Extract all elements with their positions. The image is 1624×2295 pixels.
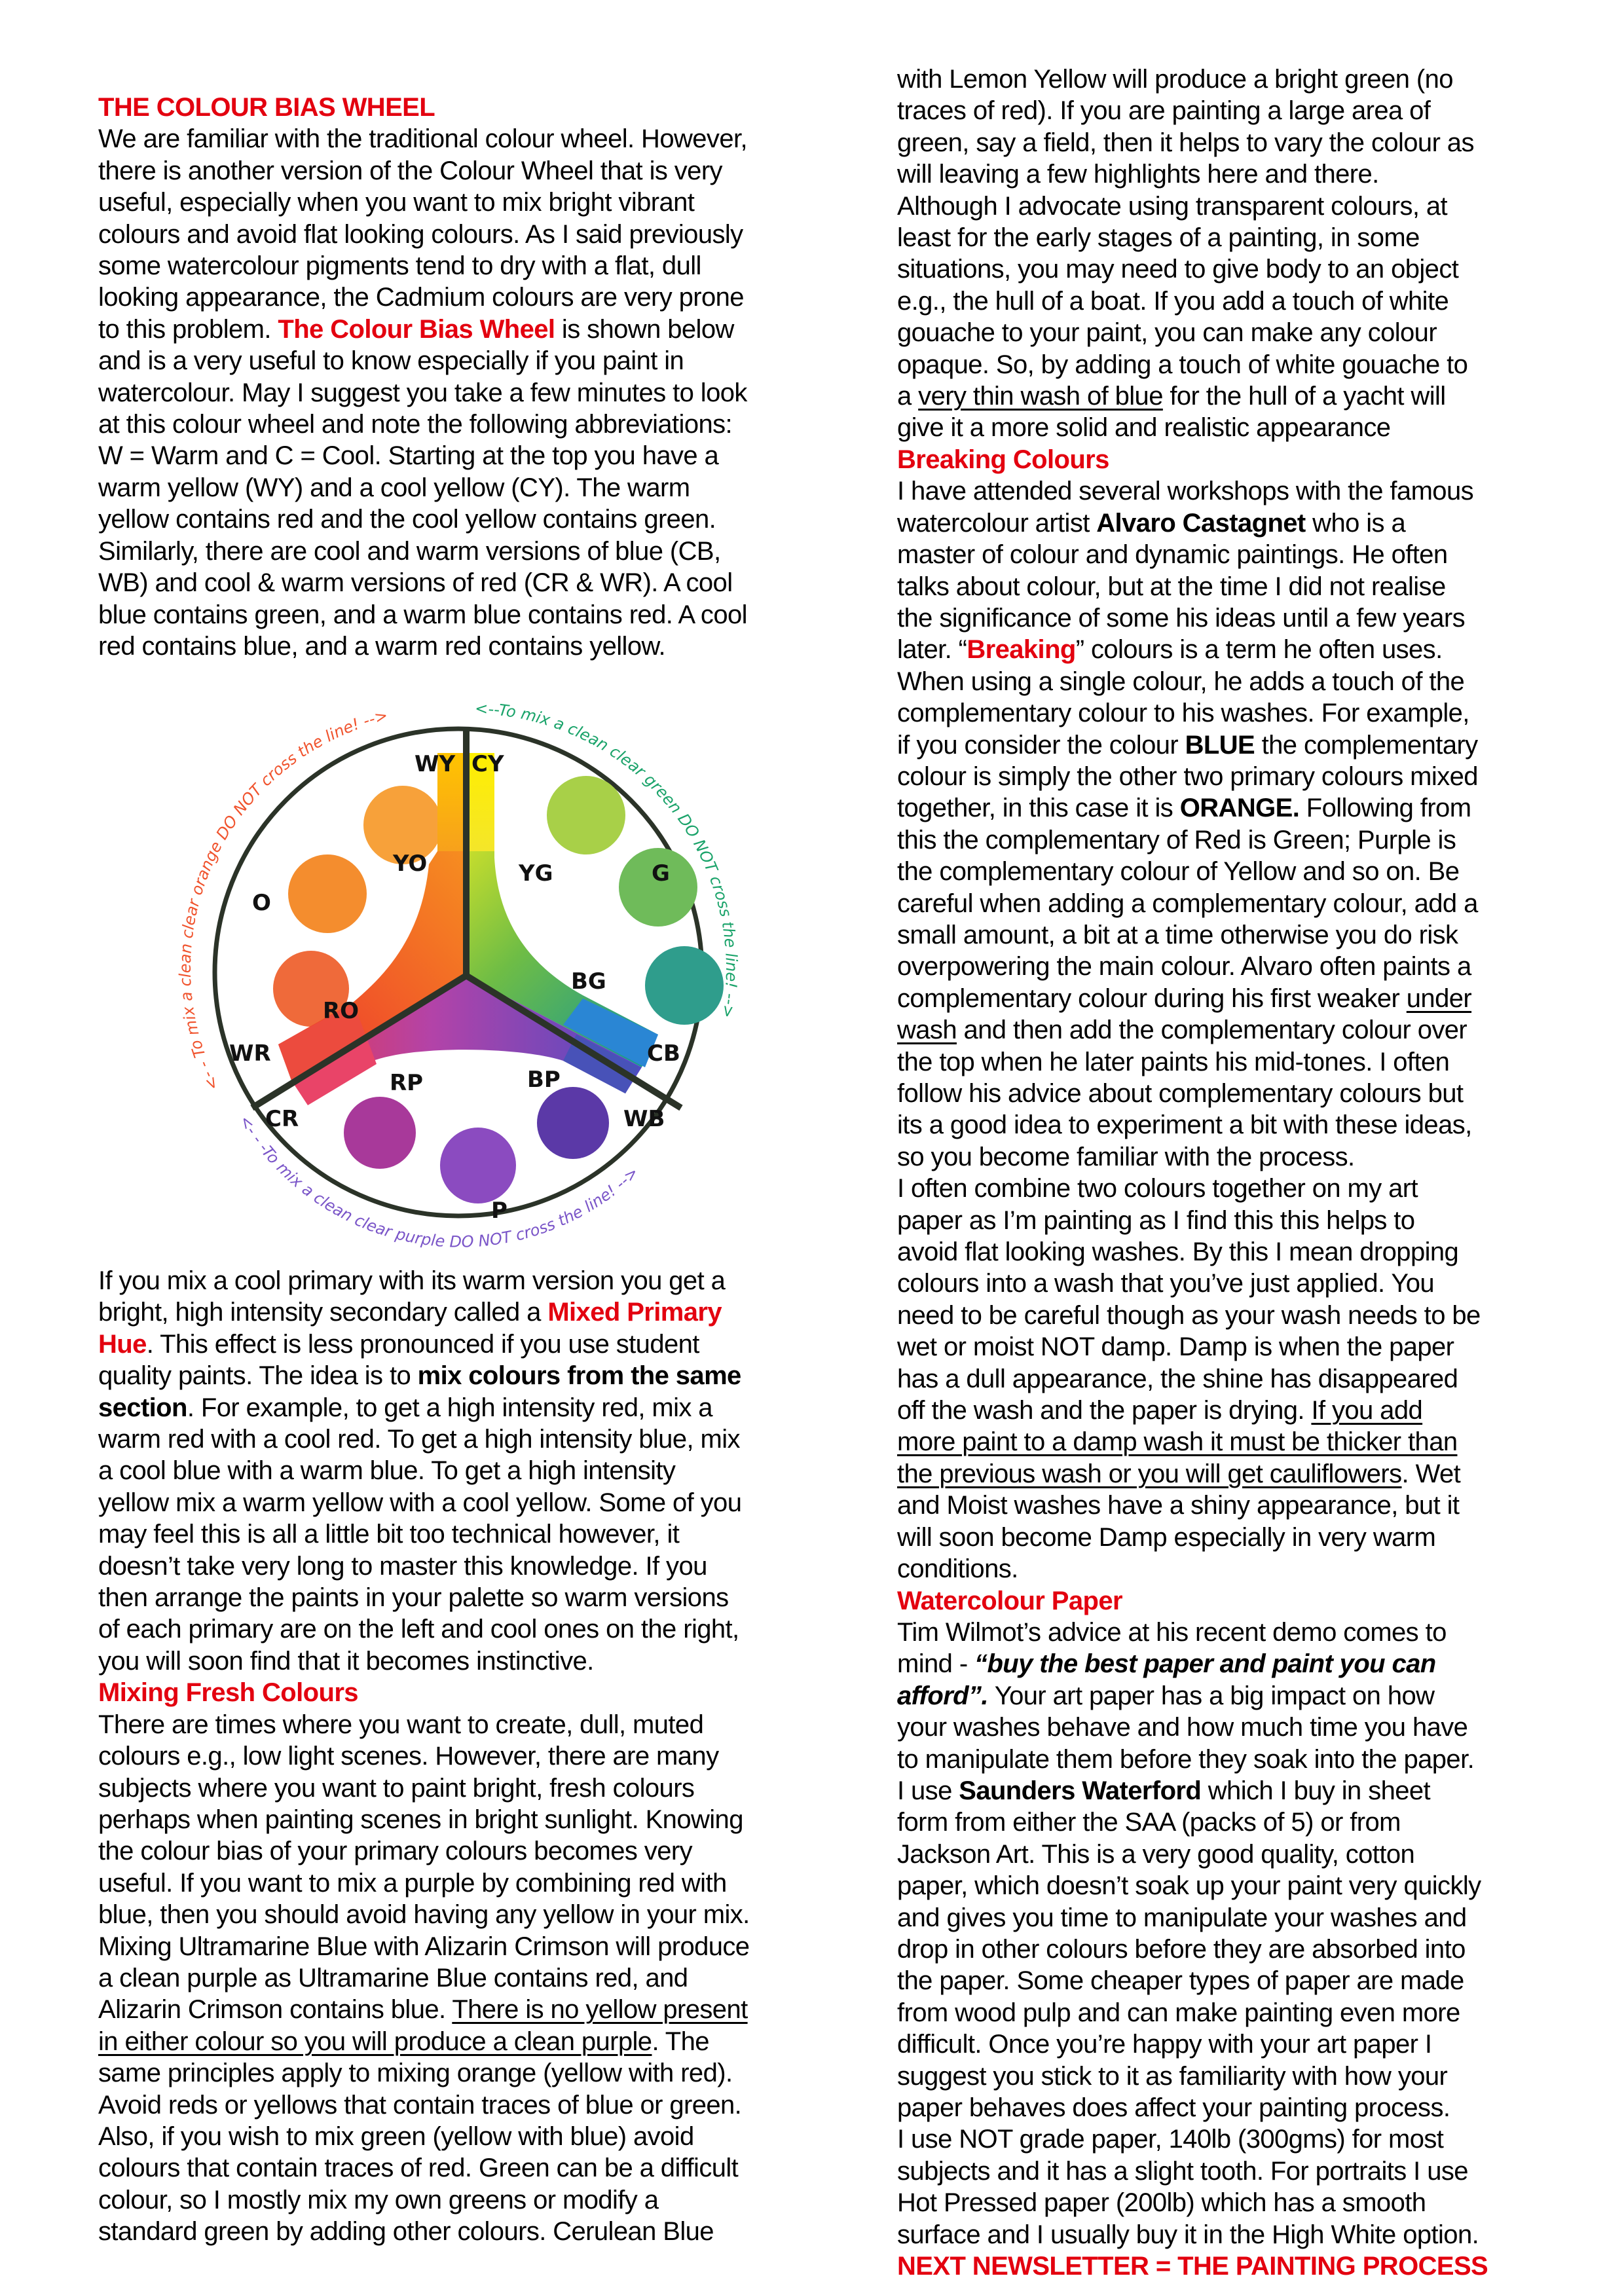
text-run: and then add the complementary colour over [956, 1016, 1467, 1045]
text-line: the top when he later paints his mid-tones. I often [897, 1047, 1450, 1076]
mixing-fresh-paragraph [98, 1709, 825, 2248]
text-line: the paper. Some cheaper types of paper are made [897, 1966, 1464, 1996]
label-g: G [652, 860, 670, 887]
text-run: for the hull of a yacht will [1162, 382, 1446, 411]
text-line: Similarly, there are cool and warm versions of blue (CB, [98, 536, 721, 566]
text-line: I often combine two colours together on my art [897, 1174, 1418, 1203]
text-line: colours e.g., low light scenes. However, there are many [98, 1742, 719, 1771]
text-line: master of colour and dynamic paintings. He often [897, 540, 1448, 570]
text-run: . This effect is less pronounced if you use student [146, 1329, 699, 1359]
underlined-run: wash [897, 1016, 957, 1045]
text-line: and Moist washes have a shiny appearance, but it [897, 1491, 1460, 1520]
text-run: together, in this case it is [897, 794, 1180, 823]
text-line: perhaps when painting scenes in bright sunlight. Knowing [98, 1805, 743, 1834]
text-line: surface and I usually buy it in the High White option. [897, 2220, 1479, 2249]
text-line: wet or moist NOT damp. Damp is when the paper [897, 1332, 1454, 1362]
text-run: is shown below [555, 314, 734, 344]
underlined-run: under [1406, 983, 1472, 1013]
text-line: avoid flat looking washes. By this I mean dropping [897, 1238, 1459, 1267]
text-line: situations, you may need to give body to an object [897, 255, 1459, 284]
text-line: colours that contain traces of red. Green can be a difficult [98, 2154, 739, 2183]
text-line [897, 792, 1559, 824]
text-line: some watercolour pigments tend to dry with a flat, dull [98, 251, 701, 281]
text-run: quality paints. The idea is to [98, 1361, 418, 1391]
text-line [897, 1395, 1559, 1426]
text-line [897, 1648, 1559, 1680]
text-line: Although I advocate using transparent colours, at [897, 191, 1448, 221]
text-line: Mixing Ultramarine Blue with Alizarin Crimson will produce [98, 1932, 750, 1961]
text-run: Following from [1299, 794, 1471, 823]
text-line: a cool blue with a warm blue. To get a high intensity [98, 1456, 676, 1486]
highlight-breaking: Breaking [967, 635, 1076, 665]
text-line: useful, especially when you want to mix bright vibrant [98, 188, 695, 217]
text-line [98, 1392, 825, 1423]
text-line: colours into a wash that you’ve just applied. You [897, 1269, 1435, 1298]
label-wr: WR [229, 1040, 271, 1067]
label-o: O [252, 890, 271, 916]
text-line: opaque. So, by adding a touch of white gouache to [897, 350, 1468, 379]
text-line: We are familiar with the traditional colour wheel. However, [98, 124, 747, 154]
text-line [897, 983, 1559, 1014]
next-newsletter-footer: NEXT NEWSLETTER = THE PAINTING PROCESS [897, 2252, 1488, 2281]
text-run: Your art paper has a big impact on how [987, 1681, 1435, 1710]
section-heading-mixing-fresh-colours: Mixing Fresh Colours [98, 1678, 358, 1708]
text-line: from wood pulp and can make painting even more [897, 1998, 1460, 2027]
text-line: green, say a field, then it helps to vary the colour as [897, 128, 1474, 157]
text-line: careful when adding a complementary colour, add a [897, 889, 1478, 918]
watercolour-paper-paragraph [897, 1617, 1559, 2250]
text-line: drop in other colours before they are absorbed into [897, 1934, 1466, 1964]
quote-run: “buy the best paper and paint you can [974, 1649, 1436, 1679]
text-line: follow his advice about complementary colours but [897, 1079, 1464, 1108]
highlight-hue: Hue [98, 1329, 147, 1359]
text-run: bright, high intensity secondary called a [98, 1298, 548, 1327]
text-line [98, 1329, 825, 1360]
text-line: has a dull appearance, the shine has disappeared [897, 1364, 1458, 1393]
text-line: paper, which doesn’t soak up your paint very quickly [897, 1871, 1481, 1901]
annotation-orange: <- - To mix a clean clear orange DO NOT cross the line! --> [175, 706, 390, 1093]
label-cr: CR [265, 1106, 299, 1132]
text-line: subjects where you want to paint bright, fresh colours [98, 1773, 695, 1803]
text-line [98, 1296, 825, 1328]
text-run: a [897, 382, 919, 411]
text-line: will soon become Damp especially in very warm [897, 1522, 1436, 1552]
text-line: your washes behave and how much time you have [897, 1713, 1468, 1742]
highlight-mixed-primary: Mixed Primary [547, 1298, 722, 1327]
text-line [98, 1360, 825, 1391]
text-line: its a good idea to experiment a bit with these ideas, [897, 1111, 1472, 1140]
text-line: least for the early stages of a painting, in some [897, 223, 1420, 253]
text-line: give it a more solid and realistic appearance [897, 413, 1391, 443]
section-heading-watercolour-paper: Watercolour Paper [897, 1586, 1122, 1615]
text-run: . The [652, 2027, 709, 2056]
text-line [897, 729, 1559, 761]
text-line: standard green by adding other colours. Cerulean Blue [98, 2217, 714, 2247]
text-line: warm yellow (WY) and a cool yellow (CY). The warm [98, 473, 690, 502]
text-line: colours and avoid flat looking colours. As I said previously [98, 219, 743, 249]
text-line: Tim Wilmot’s advice at his recent demo comes to [897, 1617, 1447, 1647]
text-run: to this problem. [98, 314, 278, 344]
text-line: useful. If you want to mix a purple by combining red with [98, 1868, 727, 1898]
highlight-colour-bias-wheel: The Colour Bias Wheel [278, 314, 555, 344]
text-run: I use [897, 1776, 959, 1805]
text-line: so you become familiar with the process. [897, 1142, 1355, 1171]
text-line: need to be careful though as your wash needs to be [897, 1300, 1481, 1330]
text-line: Avoid reds or yellows that contain traces of blue or green. [98, 2090, 742, 2120]
text-line: then arrange the paints in your palette so warm versions [98, 1583, 729, 1613]
text-line [897, 1775, 1559, 1807]
swatch-green [619, 848, 697, 927]
text-run: later. “ [897, 635, 967, 665]
text-run: which I buy in sheet [1201, 1776, 1431, 1805]
section-heading-breaking-colours: Breaking Colours [897, 445, 1109, 474]
text-line [897, 1458, 1559, 1490]
bold-run-alvaro-castagnet: Alvaro Castagnet [1096, 508, 1306, 538]
continuation-paragraph [897, 64, 1559, 444]
text-line: e.g., the hull of a boat. If you add a touch of white [897, 286, 1449, 316]
text-run: mind - [897, 1649, 975, 1679]
text-line: colour is simply the other two primary colours mixed [897, 762, 1478, 791]
underlined-run: the previous wash or you will get cauliflowers [897, 1459, 1402, 1488]
text-line: at this colour wheel and note the following abbreviations: [98, 410, 733, 439]
text-line: When using a single colour, he adds a touch of the [897, 667, 1465, 696]
text-line: blue contains green, and a warm blue contains red. A cool [98, 600, 747, 629]
text-line: and gives you time to manipulate your washes and [897, 1903, 1467, 1932]
text-line [98, 2026, 825, 2057]
text-line: There are times where you want to create, dull, muted [98, 1710, 704, 1739]
bold-run-blue: BLUE [1185, 730, 1255, 760]
text-line: difficult. Once you’re happy with your art paper I [897, 2030, 1432, 2059]
text-line: talks about colour, but at the time I did not realise [897, 572, 1446, 601]
label-ro: RO [323, 998, 360, 1024]
text-line: of each primary are on the left and cool ones on the right, [98, 1615, 739, 1644]
mixed-primary-paragraph [98, 1265, 825, 1677]
swatch-red-purple [344, 1097, 416, 1169]
annotation-purple: <- - -To mix a clean clear purple DO NOT cross the line! --> [235, 1112, 642, 1251]
text-line: suggest you stick to it as familiarity with how your [897, 2061, 1448, 2091]
text-line: you will soon find that it becomes instinctive. [98, 1646, 594, 1676]
text-line: I use NOT grade paper, 140lb (300gms) for most [897, 2125, 1444, 2154]
breaking-colours-paragraph [897, 475, 1559, 1585]
text-line: the complementary colour of Yellow and so on. Be [897, 857, 1460, 887]
underlined-run: more paint to a damp wash it must be thicker than [897, 1427, 1458, 1457]
text-line: Also, if you wish to mix green (yellow with blue) avoid [98, 2121, 694, 2151]
text-run: watercolour artist [897, 508, 1097, 538]
text-line: traces of red). If you are painting a large area of [897, 96, 1431, 126]
text-run: . Wet [1401, 1459, 1461, 1488]
right-column [897, 64, 1559, 2282]
text-line: yellow contains red and the cool yellow contains green. [98, 505, 716, 534]
label-bg: BG [571, 968, 606, 995]
underlined-run: There is no yellow present [452, 1995, 748, 2025]
text-line: watercolour. May I suggest you take a few minutes to look [98, 378, 747, 407]
text-line: the colour bias of your primary colours becomes very [98, 1837, 692, 1866]
underlined-run: If you add [1311, 1396, 1423, 1425]
text-line: may feel this is all a little bit too technical however, it [98, 1520, 680, 1549]
text-line: gouache to your paint, you can make any colour [897, 318, 1437, 348]
text-run: complementary colour during his first weaker [897, 983, 1407, 1013]
text-line: looking appearance, the Cadmium colours are very prone [98, 283, 744, 312]
text-line: to manipulate them before they soak into the paper. [897, 1744, 1475, 1774]
label-wb: WB [623, 1106, 665, 1132]
text-line: form from either the SAA (packs of 5) or from [897, 1808, 1401, 1837]
label-p: P [491, 1198, 507, 1224]
left-column [98, 92, 825, 662]
swatch-blue-green [645, 946, 724, 1025]
text-line: Hot Pressed paper (200lb) which has a smooth [897, 2188, 1426, 2218]
swatch-yellow-green [547, 776, 625, 854]
underlined-run: in either colour so you will produce a clean purple [98, 2027, 652, 2056]
annotation-green: <--To mix a clean clear green DO NOT cross the line! --> [474, 699, 741, 1019]
text-line: complementary colour to his washes. For example, [897, 699, 1469, 728]
label-yo: YO [393, 851, 428, 877]
text-line [897, 507, 1559, 539]
text-line [98, 314, 825, 345]
text-line: with Lemon Yellow will produce a bright green (no [897, 65, 1453, 94]
text-line [897, 1014, 1559, 1046]
label-cb: CB [647, 1040, 680, 1067]
text-line: WB) and cool & warm versions of red (CR & WR). A cool [98, 568, 733, 598]
label-cy: CY [471, 751, 504, 777]
text-line: W = Warm and C = Cool. Starting at the top you have a [98, 441, 719, 471]
intro-paragraph [98, 123, 825, 662]
text-line [897, 1426, 1559, 1458]
text-line [897, 380, 1559, 412]
text-line: the significance of some his ideas until a few years [897, 603, 1466, 633]
text-run: . For example, to get a high intensity red, mix a [187, 1393, 712, 1422]
section-heading-colour-bias-wheel: THE COLOUR BIAS WHEEL [98, 93, 435, 122]
text-line: If you mix a cool primary with its warm version you get a [98, 1266, 726, 1295]
text-line: paper behaves does affect your painting process. [897, 2093, 1450, 2122]
label-yg: YG [519, 860, 553, 887]
quote-run: afford”. [897, 1681, 988, 1710]
text-line: small amount, a bit at a time otherwise you do risk [897, 920, 1458, 949]
text-line: a clean purple as Ultramarine Blue contains red, and [98, 1963, 688, 1992]
label-bp: BP [527, 1067, 561, 1093]
text-line: warm red with a cool red. To get a high intensity blue, mix [98, 1425, 740, 1454]
text-line: overpowering the main colour. Alvaro often paints a [897, 952, 1471, 982]
swatch-blue-purple [537, 1087, 609, 1159]
text-line: Jackson Art. This is a very good quality, cotton [897, 1839, 1415, 1869]
text-line: paper as I’m painting as I find this this helps to [897, 1205, 1415, 1235]
text-line: same principles apply to mixing orange (yellow with red). [98, 2059, 733, 2088]
swatch-orange [288, 854, 367, 933]
text-line: red contains blue, and a warm red contains yellow. [98, 631, 666, 661]
underlined-run: very thin wash of blue [918, 382, 1163, 411]
text-line [98, 1994, 825, 2025]
text-run: who is a [1305, 508, 1406, 538]
text-line: there is another version of the Colour Wheel that is very [98, 156, 722, 185]
text-line [897, 1680, 1559, 1712]
text-line: yellow mix a warm yellow with a cool yellow. Some of you [98, 1488, 742, 1517]
swatch-purple [440, 1128, 516, 1203]
label-wy: WY [415, 751, 456, 777]
colour-bias-wheel-figure [157, 668, 747, 1257]
text-line: colour, so I mostly mix my own greens or modify a [98, 2185, 659, 2214]
colour-bias-wheel-svg [157, 668, 747, 1257]
text-run: ” colours is a term he often uses. [1075, 635, 1443, 665]
text-line: conditions. [897, 1554, 1018, 1584]
label-rp: RP [390, 1070, 424, 1096]
text-line [897, 634, 1559, 665]
text-run: Alizarin Crimson contains blue. [98, 1995, 452, 2025]
text-run: if you consider the colour [897, 730, 1185, 760]
text-line: this the complementary of Red is Green; Purple is [897, 825, 1456, 854]
text-line: blue, then you should avoid having any yellow in your mix. [98, 1900, 750, 1930]
text-line: I have attended several workshops with the famous [897, 477, 1473, 506]
bold-run-saunders-waterford: Saunders Waterford [959, 1776, 1202, 1805]
text-line: will leaving a few highlights here and there. [897, 160, 1379, 189]
text-line: subjects and it has a slight tooth. For portraits I use [897, 2156, 1468, 2186]
text-line: and is a very useful to know especially if you paint in [98, 346, 684, 376]
text-run: off the wash and the paper is drying. [897, 1396, 1312, 1425]
text-run: the complementary [1255, 730, 1478, 760]
bold-run: mix colours from the same [417, 1361, 741, 1391]
text-line: doesn’t take very long to master this knowledge. If you [98, 1551, 707, 1581]
left-column-lower [98, 1265, 825, 2248]
bold-run: section [98, 1393, 187, 1422]
bold-run-orange: ORANGE. [1179, 794, 1300, 823]
